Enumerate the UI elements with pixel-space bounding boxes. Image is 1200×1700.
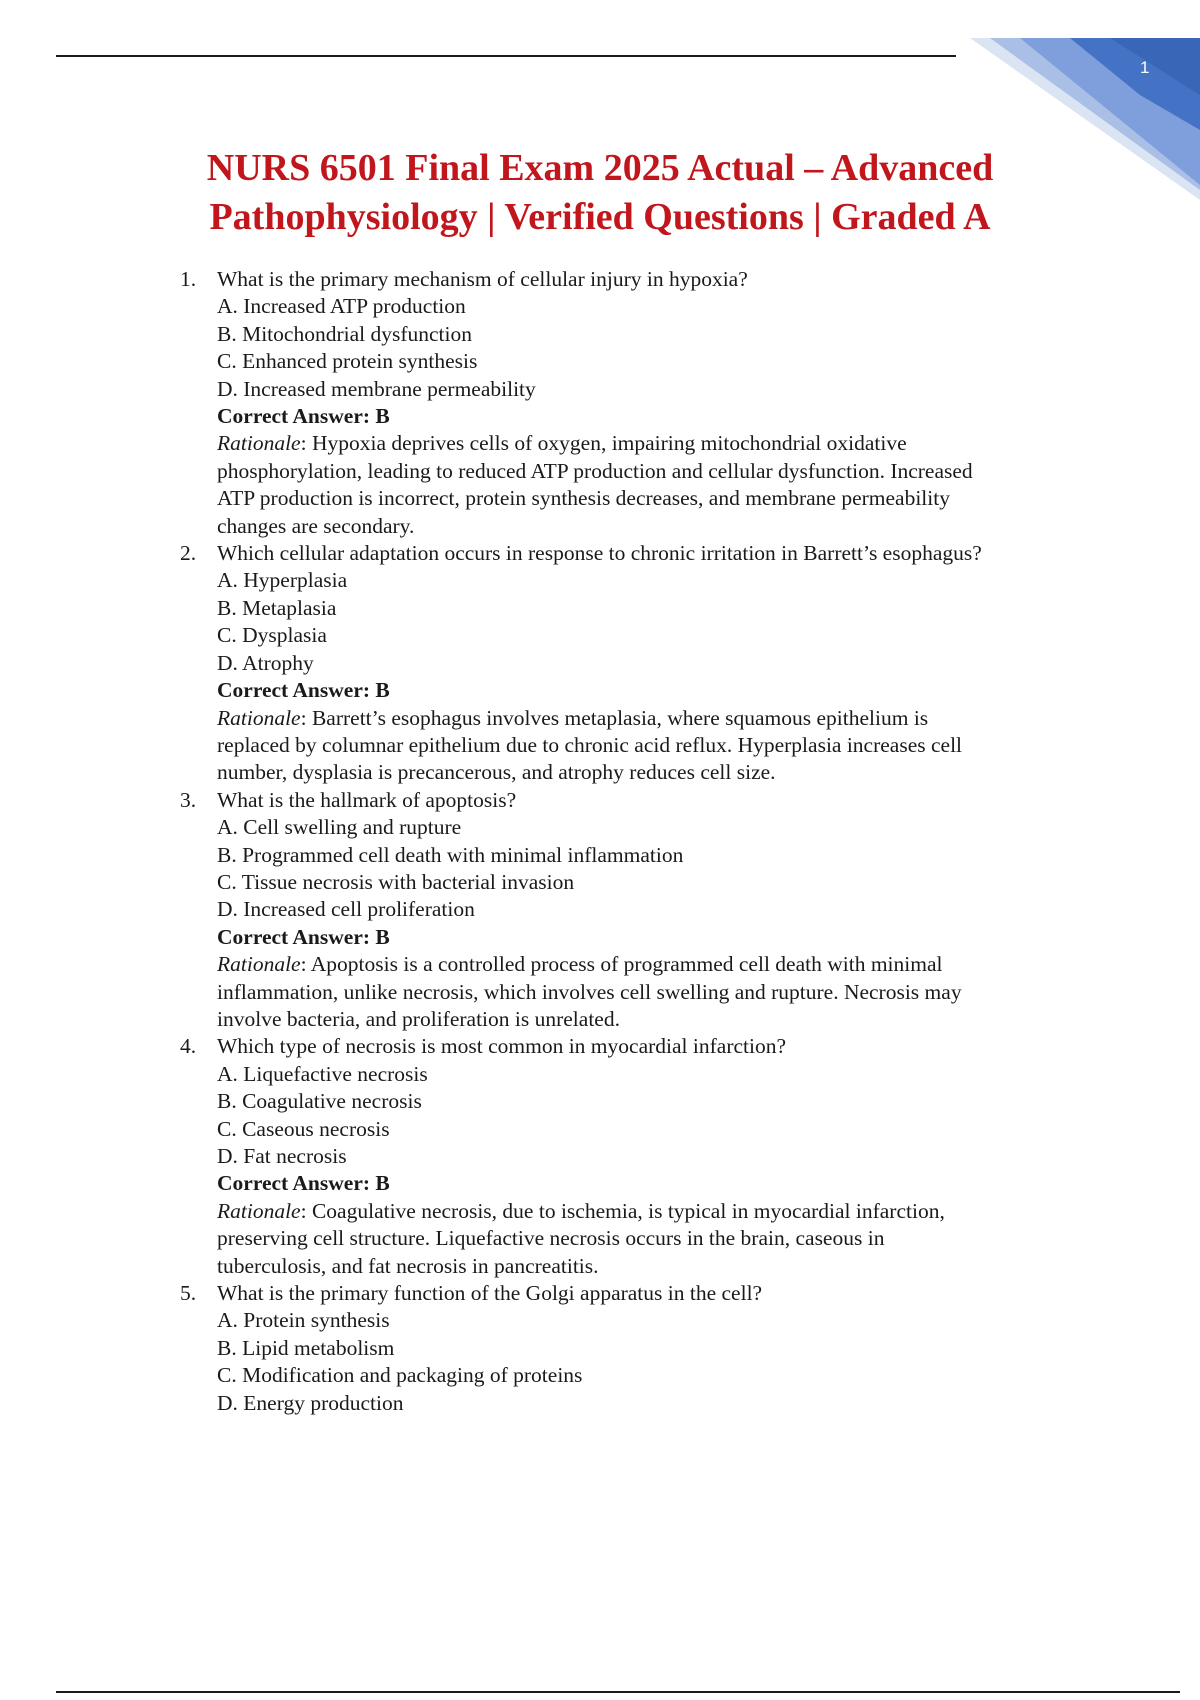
answer-option: B. Coagulative necrosis: [217, 1089, 422, 1114]
question-number: 5.: [180, 1281, 197, 1306]
question-number: 2.: [180, 541, 197, 566]
answer-option: B. Metaplasia: [217, 595, 337, 620]
question-number: 4.: [180, 1034, 197, 1059]
rationale-line: [217, 1253, 1080, 1280]
rationale-text: : Coagulative necrosis, due to ischemia, is typical in myocardial infarction,: [300, 1198, 945, 1223]
rationale-line: [217, 1198, 1080, 1225]
rationale-line: [217, 1006, 1080, 1033]
question-item: [180, 1033, 1080, 1280]
correct-answer: Correct Answer: B: [217, 924, 390, 949]
answer-option: A. Hyperplasia: [217, 568, 348, 593]
question-item: [180, 787, 1080, 1034]
top-rule: [56, 55, 956, 57]
question-list: [180, 266, 1080, 1417]
bottom-rule: [56, 1691, 1180, 1693]
answer-option: C. Modification and packaging of proteins: [217, 1363, 583, 1388]
answer-option: A. Liquefactive necrosis: [217, 1061, 428, 1086]
rationale-text: phosphorylation, leading to reduced ATP production and cellular dysfunction. Increased: [217, 458, 973, 483]
rationale-line: [217, 732, 1080, 759]
rationale-line: [217, 759, 1080, 786]
document-title: [150, 144, 1050, 242]
question-stem: Which type of necrosis is most common in myocardial infarction?: [217, 1034, 787, 1059]
correct-answer: Correct Answer: B: [217, 1171, 390, 1196]
answer-option: C. Tissue necrosis with bacterial invasion: [217, 869, 575, 894]
rationale-line: [217, 513, 1080, 540]
question-stem: What is the primary function of the Golgi apparatus in the cell?: [217, 1281, 763, 1306]
answer-option: B. Mitochondrial dysfunction: [217, 321, 472, 346]
question-item: [180, 540, 1080, 787]
correct-answer: Correct Answer: B: [217, 678, 390, 703]
rationale-line: [217, 430, 1080, 457]
rationale-label: Rationale: [217, 431, 301, 456]
rationale-line: [217, 1225, 1080, 1252]
answer-option: C. Enhanced protein synthesis: [217, 349, 478, 374]
answer-option: D. Atrophy: [217, 650, 314, 675]
rationale-line: [217, 705, 1080, 732]
answer-option: C. Caseous necrosis: [217, 1116, 390, 1141]
question-stem: What is the hallmark of apoptosis?: [217, 787, 517, 812]
rationale-line: [217, 979, 1080, 1006]
question-stem: Which cellular adaptation occurs in response to chronic irritation in Barrett’s esophagus?: [217, 541, 982, 566]
question-item: [180, 266, 1080, 540]
title-line-2: Pathophysiology | Verified Questions | Graded A: [209, 196, 991, 238]
answer-option: A. Cell swelling and rupture: [217, 815, 462, 840]
answer-option: D. Increased cell proliferation: [217, 897, 475, 922]
rationale-text: : Apoptosis is a controlled process of programmed cell death with minimal: [300, 952, 943, 977]
rationale-text: : Barrett’s esophagus involves metaplasia, where squamous epithelium is: [300, 705, 929, 730]
rationale-line: [217, 485, 1080, 512]
rationale-label: Rationale: [217, 705, 301, 730]
page-number: 1: [1140, 58, 1150, 77]
rationale-text: inflammation, unlike necrosis, which involves cell swelling and rupture. Necrosis may: [217, 979, 962, 1004]
rationale-text: replaced by columnar epithelium due to chronic acid reflux. Hyperplasia increases cell: [217, 732, 963, 757]
rationale-text: changes are secondary.: [217, 513, 415, 538]
answer-option: A. Increased ATP production: [217, 294, 466, 319]
rationale-text: involve bacteria, and proliferation is unrelated.: [217, 1006, 620, 1031]
question-stem: What is the primary mechanism of cellular injury in hypoxia?: [217, 267, 748, 291]
answer-option: D. Fat necrosis: [217, 1144, 347, 1168]
rationale-line: [217, 951, 1080, 978]
rationale-text: : Hypoxia deprives cells of oxygen, impairing mitochondrial oxidative: [300, 431, 907, 456]
title-line-1: NURS 6501 Final Exam 2025 Actual – Advanced: [206, 147, 994, 189]
question-item: [180, 1280, 1080, 1417]
answer-option: C. Dysplasia: [217, 623, 327, 648]
answer-option: D. Increased membrane permeability: [217, 376, 536, 401]
answer-option: A. Protein synthesis: [217, 1308, 390, 1333]
question-number: 1.: [180, 267, 197, 291]
rationale-text: tuberculosis, and fat necrosis in pancreatitis.: [217, 1253, 599, 1278]
rationale-label: Rationale: [217, 1198, 301, 1223]
question-number: 3.: [180, 787, 197, 812]
rationale-text: number, dysplasia is precancerous, and atrophy reduces cell size.: [217, 760, 776, 785]
answer-option: B. Programmed cell death with minimal inflammation: [217, 842, 684, 867]
answer-option: D. Energy production: [217, 1390, 404, 1415]
rationale-label: Rationale: [217, 952, 301, 977]
rationale-text: preserving cell structure. Liquefactive necrosis occurs in the brain, caseous in: [217, 1226, 885, 1251]
rationale-text: ATP production is incorrect, protein synthesis decreases, and membrane permeability: [217, 486, 950, 511]
answer-option: B. Lipid metabolism: [217, 1335, 395, 1360]
correct-answer: Correct Answer: B: [217, 404, 390, 429]
rationale-line: [217, 458, 1080, 485]
